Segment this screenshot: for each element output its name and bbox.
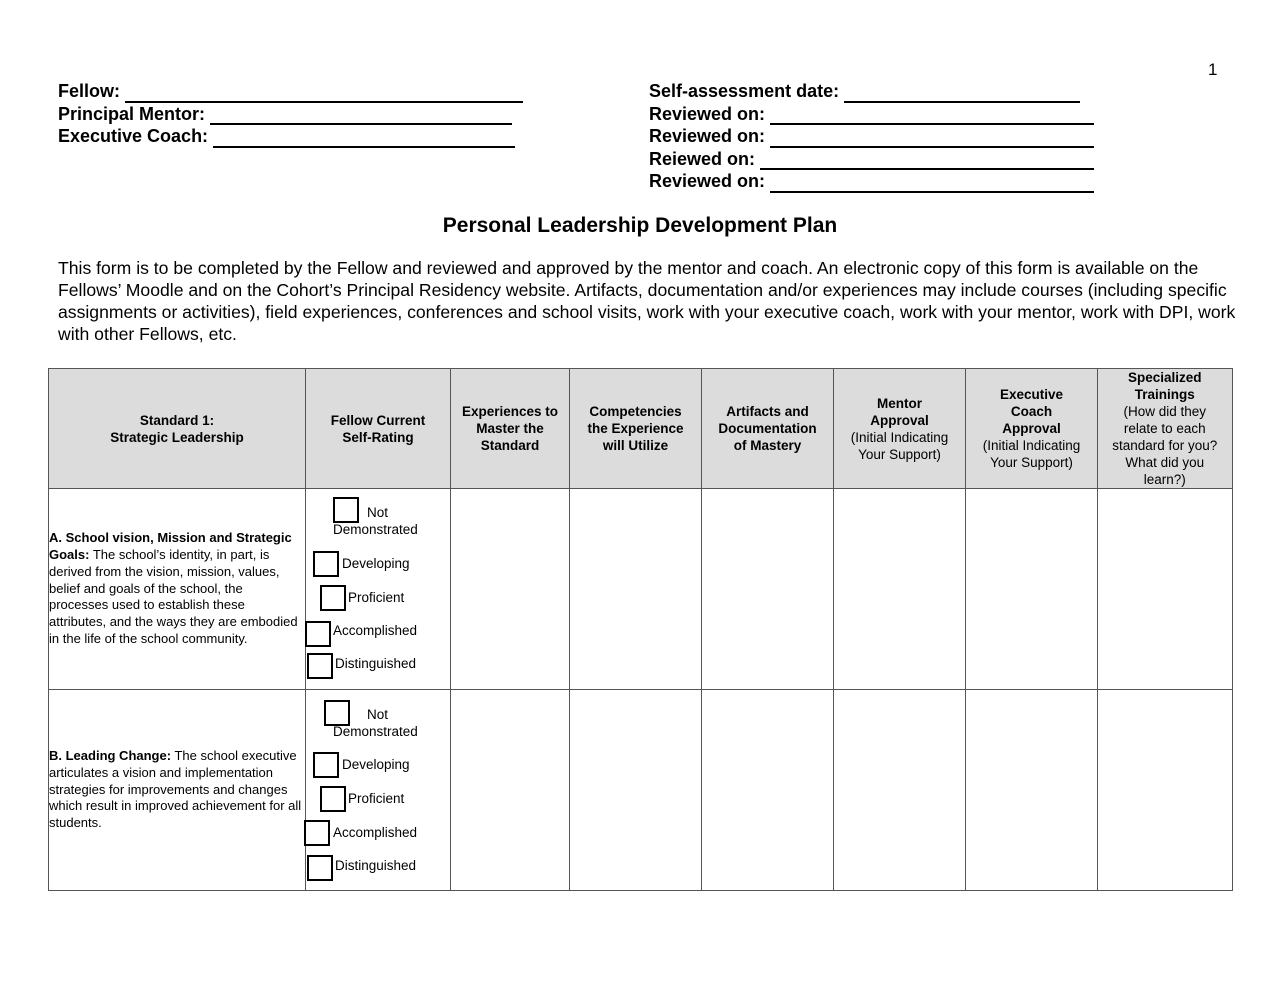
coach-approval-cell-a[interactable] xyxy=(966,489,1098,690)
header-self-rating-text: Fellow Current Self-Rating xyxy=(330,412,426,445)
checkbox-distinguished[interactable] xyxy=(307,653,333,679)
competencies-cell-a[interactable] xyxy=(570,489,702,690)
reviewed-on-label-3: Reiewed on: xyxy=(649,148,756,169)
checkbox-proficient[interactable] xyxy=(320,786,346,812)
header-mentor-note: (Initial Indicating Your Support) xyxy=(850,429,949,462)
header-competencies xyxy=(570,369,702,489)
principal-mentor-field xyxy=(58,103,523,126)
checkbox-accomplished[interactable] xyxy=(305,621,331,647)
option-not-line1: Not xyxy=(367,707,389,722)
mentor-approval-cell-b[interactable] xyxy=(834,690,966,891)
option-proficient: Proficient xyxy=(348,791,405,806)
header-mentor-approval xyxy=(834,369,966,489)
standard-a-description xyxy=(49,489,306,690)
option-developing: Developing xyxy=(342,556,410,571)
table-header-row xyxy=(49,369,1233,489)
experiences-cell-a[interactable] xyxy=(451,489,570,690)
standard-a-text: The school’s identity, in part, is derived from the vision, mission, values, belief and goals of the school, the processes used to establish these attributes, and the ways they are embodied in the life of the school community. xyxy=(49,547,298,646)
self-rating-cell-a xyxy=(306,489,451,690)
header-experiences-text: Experiences to Master the Standard xyxy=(461,404,559,453)
reviewed-on-field-4 xyxy=(649,170,1094,193)
reviewed-on-label-2: Reviewed on: xyxy=(649,126,766,146)
fellow-label: Fellow: xyxy=(58,81,120,101)
experiences-cell-b[interactable] xyxy=(451,690,570,891)
checkbox-accomplished[interactable] xyxy=(304,820,330,846)
coach-approval-cell-b[interactable] xyxy=(966,690,1098,891)
option-not-line1: Not xyxy=(367,505,389,520)
executive-coach-blank[interactable] xyxy=(213,131,515,148)
page-number: 1 xyxy=(1208,60,1218,79)
self-assessment-date-blank[interactable] xyxy=(844,86,1080,103)
header-experiences xyxy=(451,369,570,489)
reviewed-on-label-4: Reviewed on: xyxy=(649,171,766,191)
option-distinguished: Distinguished xyxy=(335,858,417,873)
option-accomplished: Accomplished xyxy=(333,825,418,840)
header-competencies-text: Competencies the Experience will Utilize xyxy=(587,404,684,453)
header-right-fields xyxy=(649,80,1094,193)
executive-coach-label: Executive Coach: xyxy=(58,126,209,146)
reviewed-on-field-1 xyxy=(649,103,1094,126)
header-specialized-trainings xyxy=(1098,369,1233,489)
competencies-cell-b[interactable] xyxy=(570,690,702,891)
checkbox-not-demonstrated[interactable] xyxy=(324,700,350,726)
fellow-field xyxy=(58,80,523,103)
executive-coach-field xyxy=(58,125,523,148)
standard-a-heading: A. School vision, Mission and Strategic Goals: xyxy=(49,530,292,562)
header-standard xyxy=(49,369,306,489)
header-standard-line2: Strategic Leadership xyxy=(110,429,244,445)
header-trainings-note: (How did they relate to each standard for you? What did you learn?) xyxy=(1112,404,1218,487)
standard-b-heading: B. Leading Change: xyxy=(49,748,172,763)
self-assessment-date-label: Self-assessment date: xyxy=(649,81,840,101)
reviewed-on-field-2 xyxy=(649,125,1094,148)
page-title: Personal Leadership Development Plan xyxy=(442,214,838,237)
artifacts-cell-b[interactable] xyxy=(702,690,834,891)
reviewed-on-blank-4[interactable] xyxy=(770,176,1094,193)
option-not-line2: Demonstrated xyxy=(333,522,418,537)
option-developing: Developing xyxy=(342,757,410,772)
header-self-rating xyxy=(306,369,451,489)
header-coach-bold: Executive Coach Approval xyxy=(999,387,1064,436)
option-accomplished: Accomplished xyxy=(333,623,418,638)
reviewed-on-blank-2[interactable] xyxy=(770,131,1094,148)
checkbox-developing[interactable] xyxy=(313,752,339,778)
mentor-approval-cell-a[interactable] xyxy=(834,489,966,690)
reviewed-on-field-3 xyxy=(649,148,1094,171)
development-plan-table xyxy=(48,368,1233,891)
header-coach-approval xyxy=(966,369,1098,489)
checkbox-proficient[interactable] xyxy=(320,585,346,611)
self-rating-cell-b xyxy=(306,690,451,891)
header-standard-line1: Standard 1: xyxy=(139,412,215,428)
checkbox-developing[interactable] xyxy=(313,551,339,577)
intro-paragraph: This form is to be completed by the Fellow and reviewed and approved by the mentor and coach. An electronic copy of this form is available on the Fellows’ Moodle and on the Cohort’s Principal Residency website. Artifacts, documentation and/or experiences may include courses (including specific assignments or activities), field experiences, conferences and school visits, work with your executive coach, work with your mentor, work with DPI, work with other Fellows, etc. xyxy=(58,258,1236,344)
header-mentor-bold: Mentor Approval xyxy=(870,395,929,428)
option-proficient: Proficient xyxy=(348,590,405,605)
checkbox-not-demonstrated[interactable] xyxy=(333,497,359,523)
reviewed-on-blank-1[interactable] xyxy=(770,108,1094,125)
trainings-cell-b[interactable] xyxy=(1098,690,1233,891)
fellow-blank[interactable] xyxy=(125,86,523,103)
option-not-line2: Demonstrated xyxy=(333,724,418,739)
trainings-cell-a[interactable] xyxy=(1098,489,1233,690)
artifacts-cell-a[interactable] xyxy=(702,489,834,690)
header-left-fields xyxy=(58,80,523,148)
checkbox-distinguished[interactable] xyxy=(307,855,333,881)
header-artifacts-text: Artifacts and Documentation of Mastery xyxy=(718,404,817,453)
principal-mentor-label: Principal Mentor: xyxy=(58,103,206,124)
standard-b-description xyxy=(49,690,306,891)
reviewed-on-blank-3[interactable] xyxy=(760,153,1094,170)
header-trainings-bold: Specialized Trainings xyxy=(1128,370,1202,402)
self-assessment-date-field xyxy=(649,80,1094,103)
header-artifacts xyxy=(702,369,834,489)
header-coach-note: (Initial Indicating Your Support) xyxy=(982,438,1081,470)
principal-mentor-blank[interactable] xyxy=(210,108,512,125)
reviewed-on-label-1: Reviewed on: xyxy=(649,103,766,124)
table-row xyxy=(49,690,1233,891)
standard-b-text: The school executive articulates a vision and implementation strategies for improvements and changes which result in improved achievement for all students. xyxy=(49,748,302,831)
option-distinguished: Distinguished xyxy=(335,656,417,671)
table-row xyxy=(49,489,1233,690)
